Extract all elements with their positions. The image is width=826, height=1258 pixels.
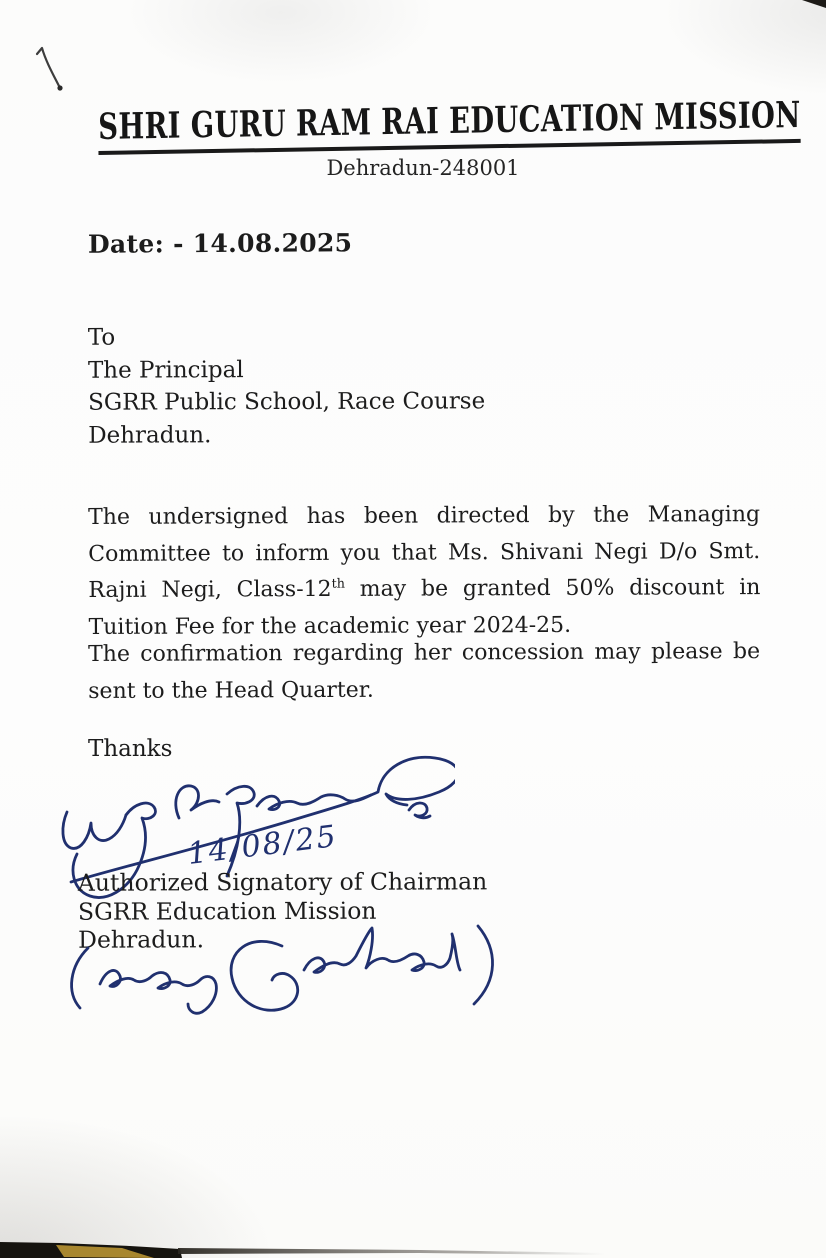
signatory-line-title: Authorized Signatory of Chairman [77,867,488,897]
letterhead-address: Dehradun-248001 [326,156,520,180]
recipient-line-to: To [87,324,116,351]
recipient-block [88,320,486,451]
letterhead [98,93,826,155]
date-line: Date: - 14.08.2025 [87,228,353,259]
signatory-block [78,867,488,954]
recipient-line-school: SGRR Public School, Race Course [88,388,486,416]
body-paragraph-2: The confirmation regarding her concession may please be sent to the Head Quarter. [88,639,761,704]
stray-pen-mark [28,40,72,104]
recipient-line-city: Dehradun. [88,421,212,449]
scan-corner-notch [802,0,826,8]
handwritten-date: 14/08/25 [185,818,340,872]
paragraph-1-text: The undersigned has been directed by the Managing Committee to inform you that Ms. Shivani Negi D/o Smt. Rajni Negi, Class-12 [88,502,761,603]
class-superscript: th [331,576,345,592]
paragraph-1-text-continued: may be granted 50% discount in Tuition Fee for the academic year 2024-25. [88,575,761,640]
scan-bottom-edge [0,1234,826,1258]
closing-thanks: Thanks [88,736,173,762]
body-paragraph-1 [88,497,761,646]
recipient-line-principal: The Principal [87,356,244,384]
signatory-line-org: SGRR Education Mission [77,896,377,926]
letterhead-title: SHRI GURU RAM RAI EDUCATION MISSION [98,94,801,155]
signatory-line-city: Dehradun. [78,925,205,954]
